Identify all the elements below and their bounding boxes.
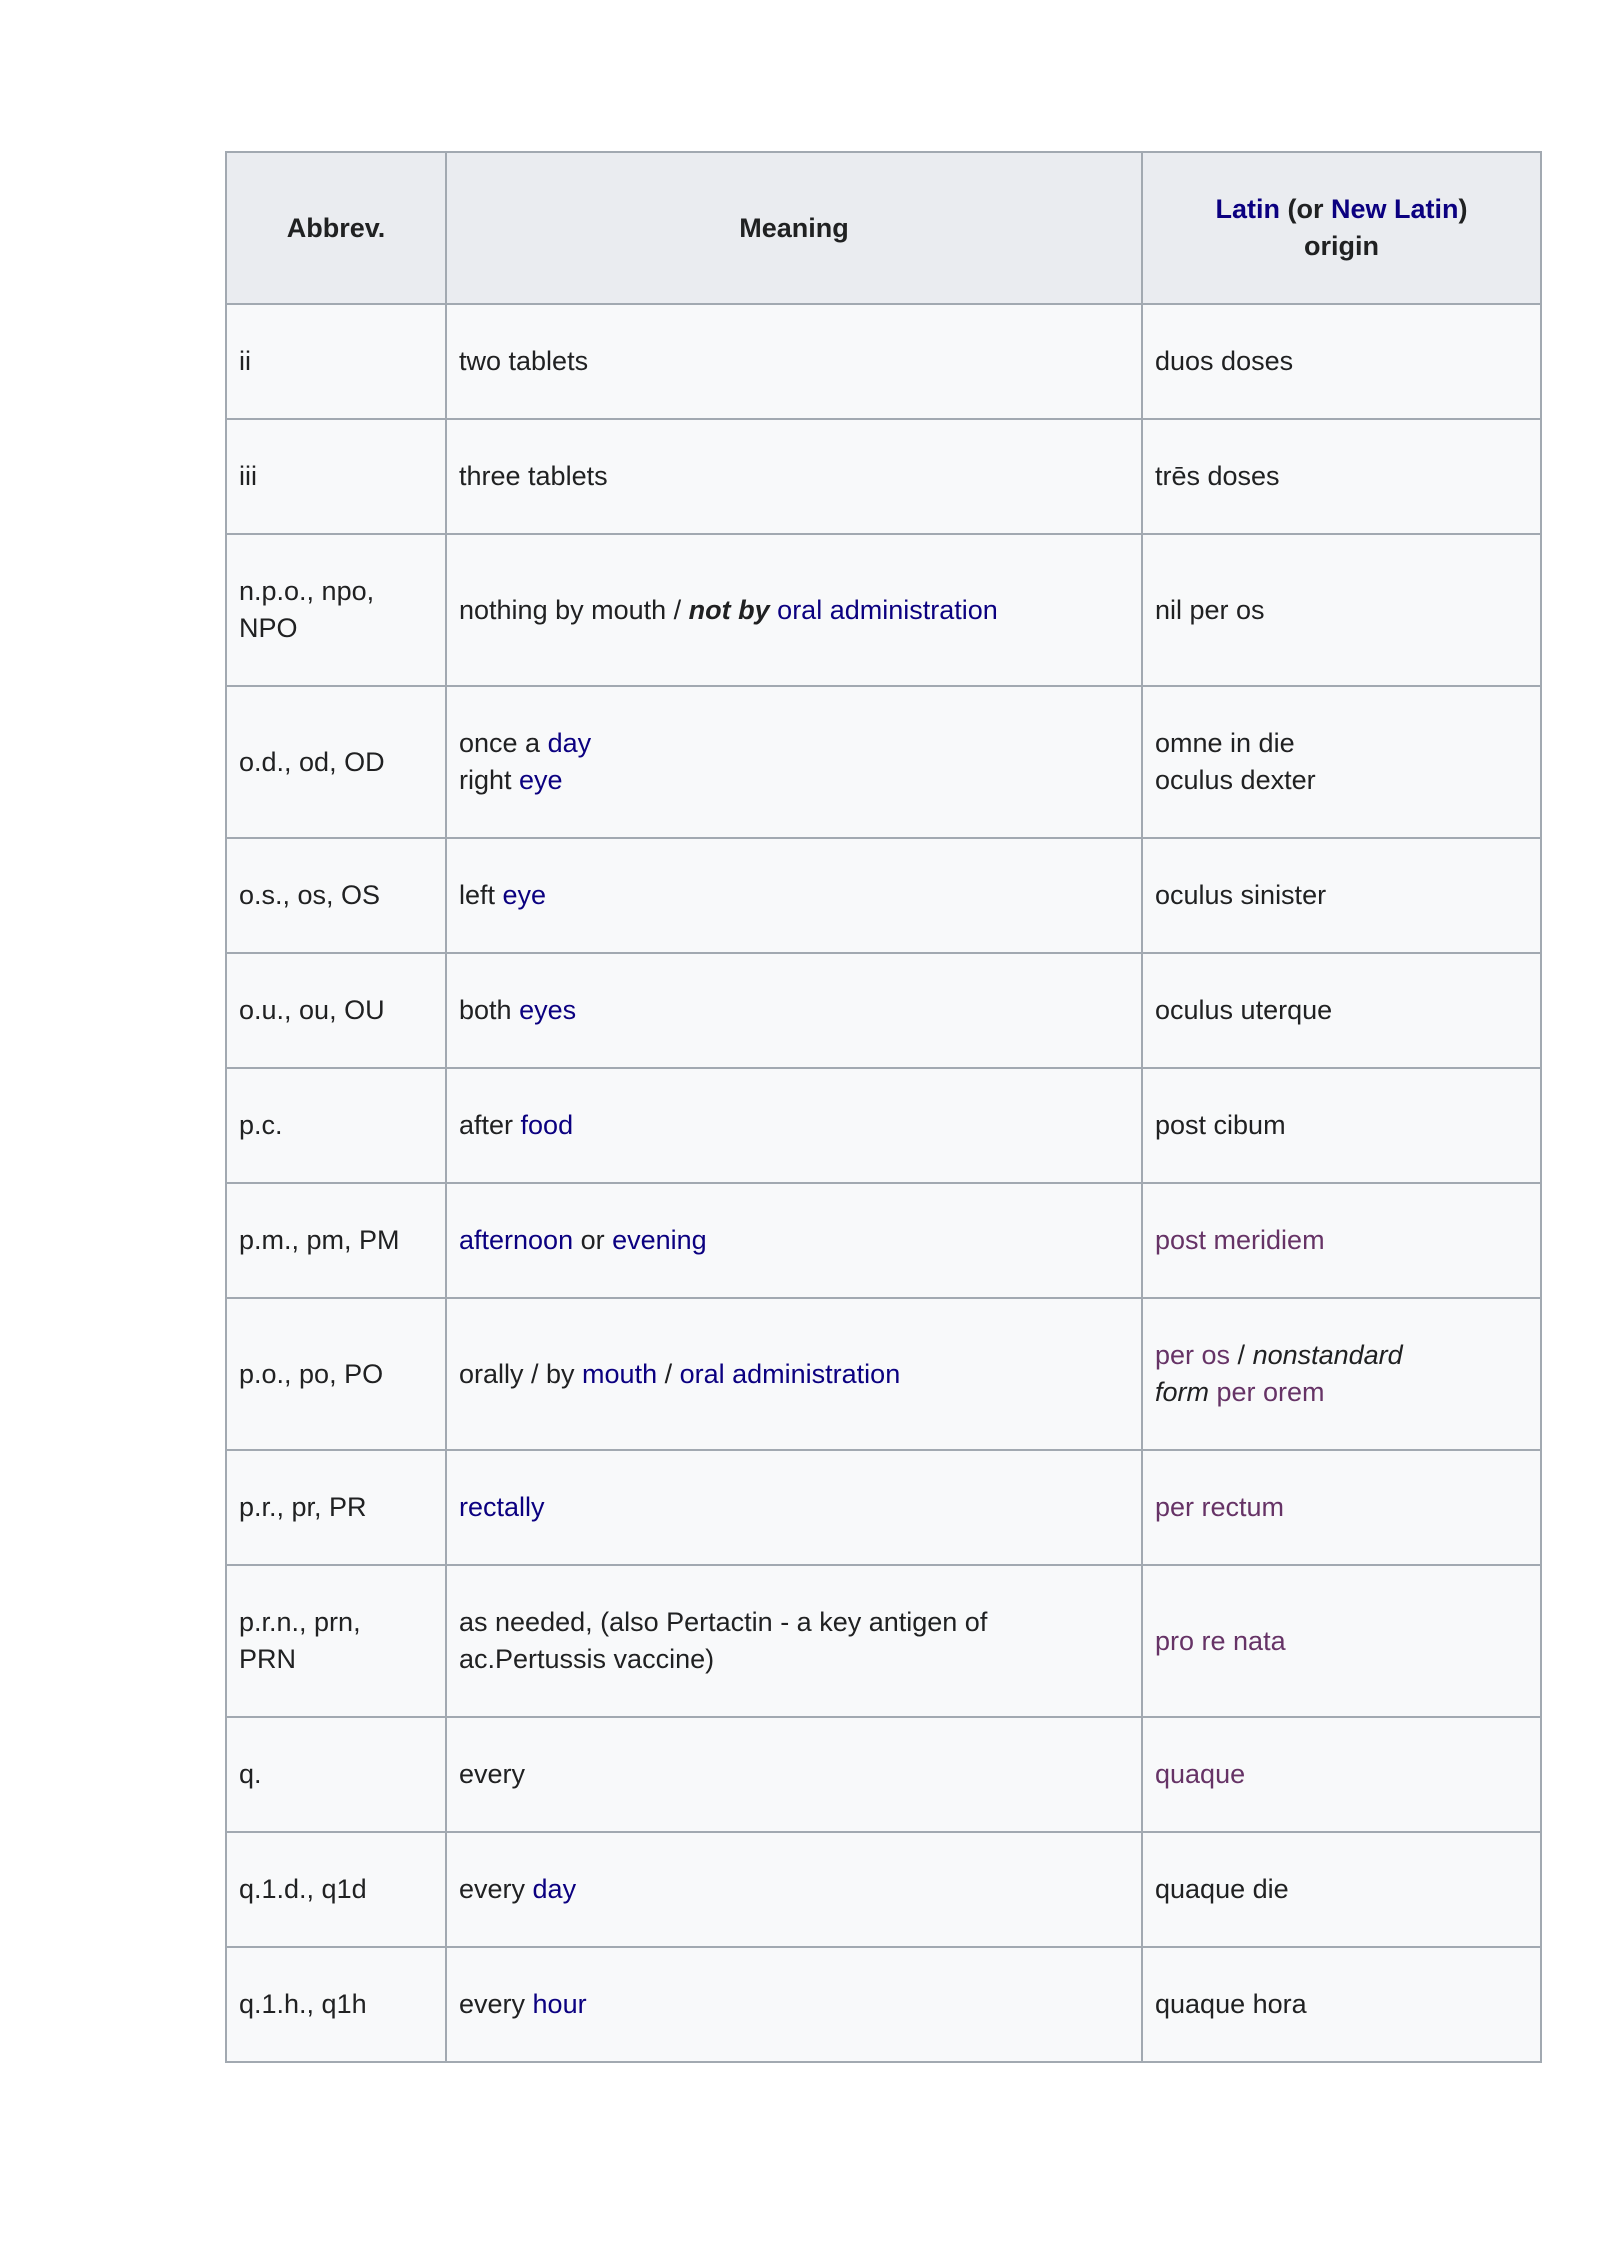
table-row — [226, 953, 1541, 1068]
meaning-cell[interactable]: rectally — [446, 1450, 1142, 1565]
table-row — [226, 838, 1541, 953]
administration-link[interactable]: administration — [829, 594, 998, 625]
origin-cell: oculus sinister — [1142, 838, 1541, 953]
new-latin-link[interactable]: New Latin — [1330, 194, 1459, 224]
eye-link[interactable]: eye — [502, 880, 547, 910]
meaning-cell: orally / by mouth / oral administration — [446, 1298, 1142, 1450]
origin-cell: post cibum — [1142, 1068, 1541, 1183]
latin-link[interactable]: Latin — [1215, 194, 1280, 224]
eye-link[interactable]: eye — [519, 765, 563, 795]
origin-cell: trēs doses — [1142, 419, 1541, 534]
abbrev-cell: o.s., os, OS — [226, 838, 446, 953]
abbrev-cell: q. — [226, 1717, 446, 1832]
header-meaning: Meaning — [446, 152, 1142, 304]
abbrev-cell: ii — [226, 304, 446, 419]
eyes-link[interactable]: eyes — [519, 995, 577, 1025]
meaning-cell: once a day right eye — [446, 686, 1142, 838]
abbrev-cell: q.1.d., q1d — [226, 1832, 446, 1947]
origin-cell: quaque hora — [1142, 1947, 1541, 2062]
meaning-cell: every — [446, 1717, 1142, 1832]
origin-cell[interactable]: pro re nata — [1142, 1565, 1541, 1717]
abbrev-cell: p.m., pm, PM — [226, 1183, 446, 1298]
table-row — [226, 1450, 1541, 1565]
table-header-row — [226, 152, 1541, 304]
food-link[interactable]: food — [520, 1110, 574, 1140]
evening-link[interactable]: evening — [612, 1225, 707, 1255]
table-row — [226, 1947, 1541, 2062]
abbrev-cell: q.1.h., q1h — [226, 1947, 446, 2062]
origin-cell[interactable]: post meridiem — [1142, 1183, 1541, 1298]
oral-administration-link[interactable]: oral administration — [679, 1358, 901, 1389]
meaning-cell: after food — [446, 1068, 1142, 1183]
origin-cell: duos doses — [1142, 304, 1541, 419]
meaning-cell: every day — [446, 1832, 1142, 1947]
origin-cell: per os / nonstandard form per orem — [1142, 1298, 1541, 1450]
origin-cell[interactable]: per rectum — [1142, 1450, 1541, 1565]
origin-cell[interactable]: quaque — [1142, 1717, 1541, 1832]
meaning-cell: as needed, (also Pertactin - a key antigen of ac.Pertussis vaccine) — [446, 1565, 1142, 1717]
meaning-cell: nothing by mouth / not by oral administration — [446, 534, 1142, 686]
table-row — [226, 304, 1541, 419]
afternoon-link[interactable]: afternoon — [459, 1225, 574, 1255]
header-abbrev: Abbrev. — [226, 152, 446, 304]
origin-cell: quaque die — [1142, 1832, 1541, 1947]
abbrev-cell: p.o., po, PO — [226, 1298, 446, 1450]
meaning-cell: afternoon or evening — [446, 1183, 1142, 1298]
header-origin: Latin (or New Latin) origin — [1142, 152, 1541, 304]
table-row — [226, 1183, 1541, 1298]
per-orem-link[interactable]: per orem — [1209, 1377, 1325, 1407]
meaning-cell: three tablets — [446, 419, 1142, 534]
oral-link[interactable]: oral — [777, 594, 823, 625]
per-os-link[interactable]: per os — [1155, 1340, 1231, 1370]
table-row — [226, 419, 1541, 534]
table-row — [226, 1298, 1541, 1450]
day-link[interactable]: day — [532, 1874, 577, 1904]
hour-link[interactable]: hour — [532, 1989, 587, 2019]
abbrev-cell: iii — [226, 419, 446, 534]
meaning-cell: two tablets — [446, 304, 1142, 419]
meaning-cell: left eye — [446, 838, 1142, 953]
abbrev-cell: p.r., pr, PR — [226, 1450, 446, 1565]
table-row — [226, 1717, 1541, 1832]
origin-cell: nil per os — [1142, 534, 1541, 686]
table-row — [226, 1068, 1541, 1183]
abbrev-cell: p.c. — [226, 1068, 446, 1183]
abbrev-cell: p.r.n., prn, PRN — [226, 1565, 446, 1717]
abbrev-cell: n.p.o., npo, NPO — [226, 534, 446, 686]
table-row — [226, 686, 1541, 838]
abbrev-cell: o.d., od, OD — [226, 686, 446, 838]
table-row — [226, 1832, 1541, 1947]
table-row — [226, 1565, 1541, 1717]
abbreviations-table — [225, 151, 1542, 2063]
origin-cell: oculus uterque — [1142, 953, 1541, 1068]
meaning-cell: every hour — [446, 1947, 1142, 2062]
table-row — [226, 534, 1541, 686]
mouth-link[interactable]: mouth — [582, 1358, 658, 1389]
abbrev-cell: o.u., ou, OU — [226, 953, 446, 1068]
origin-cell: omne in die oculus dexter — [1142, 686, 1541, 838]
day-link[interactable]: day — [547, 728, 592, 758]
meaning-cell: both eyes — [446, 953, 1142, 1068]
